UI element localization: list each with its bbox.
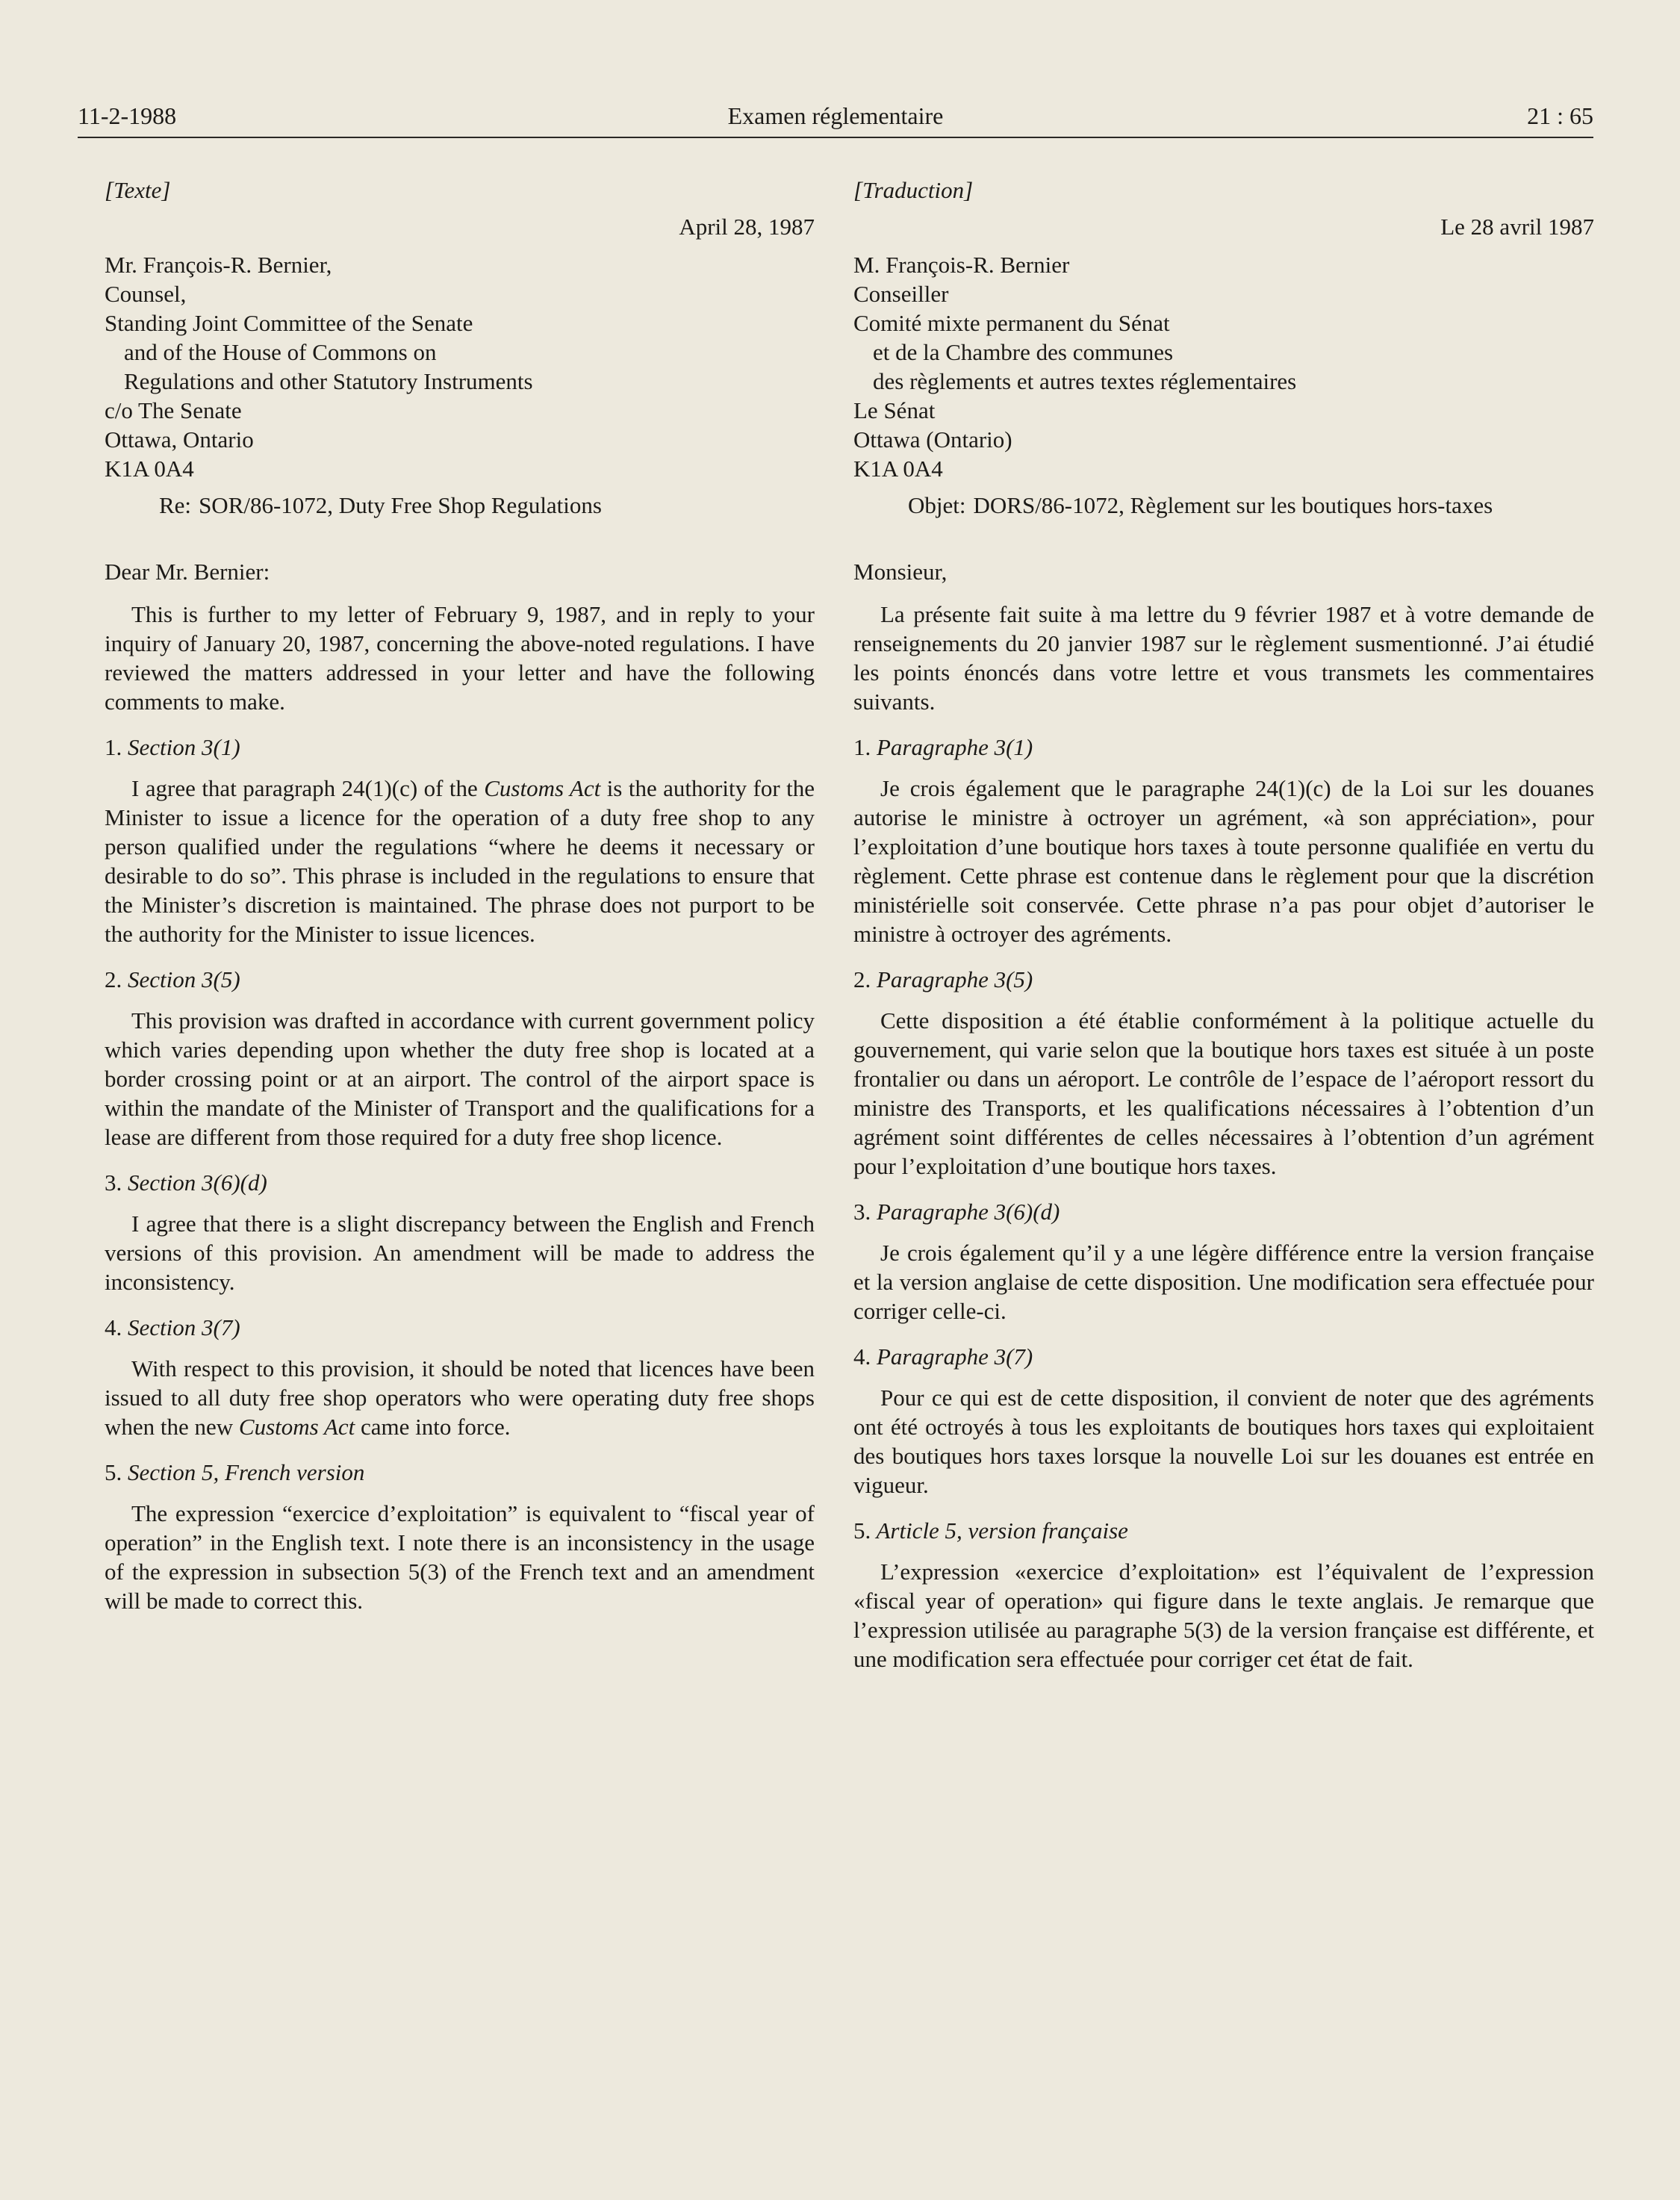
paragraph-text: came into force. (355, 1414, 511, 1440)
letter-date: Le 28 avril 1987 (1440, 214, 1594, 240)
section-number: 3. (105, 1169, 122, 1196)
section-heading (105, 733, 815, 762)
section-number: 3. (853, 1199, 871, 1225)
address-line: Regulations and other Statutory Instruments (124, 368, 533, 394)
subject-row (159, 491, 815, 520)
address-line: K1A 0A4 (105, 456, 194, 482)
french-letter-column (853, 175, 1594, 1690)
subject-row (908, 491, 1594, 520)
section-heading (105, 1458, 815, 1487)
address-line: Counsel, (105, 281, 187, 307)
section-number: 1. (853, 734, 871, 760)
address-line: M. François-R. Bernier (853, 252, 1070, 278)
header-page-number: 21 : 65 (1527, 102, 1593, 129)
paragraph-text: With respect to this provision, it should be noted that licences have been issued to all duty free shop operators who were operating duty free shops when the new (105, 1355, 815, 1440)
section-heading (105, 965, 815, 994)
section-title: Section 5, French version (128, 1459, 365, 1485)
section-heading (853, 1197, 1594, 1226)
paragraph-text: L’expression «exercice d’exploitation» est l’équivalent de l’expression «fiscal year of operation» qui figure dans le texte anglais. Je remarque que l’expression utilisée au paragraphe 5(3) de la version française est différente, et une modification sera effectuée pour corriger cet état de fait. (853, 1559, 1594, 1672)
section-paragraph (853, 1557, 1594, 1674)
section-number: 2. (105, 966, 122, 992)
paragraph-text: is the authority for the Minister to issue a licence for the operation of a duty free shop to any person qualified under the regulations “where he deems it necessary or desirable to do so”. This phrase is included in the regulations to ensure that the Minister’s discretion is maintained. The phrase does not purport to be the authority for the Minister to issue licences. (105, 775, 815, 947)
address-line: Ottawa (Ontario) (853, 426, 1012, 453)
address-line: des règlements et autres textes réglementaires (873, 368, 1297, 394)
section-title: Section 3(1) (128, 734, 240, 760)
section-title: Section 3(5) (128, 966, 240, 992)
subject-text: DORS/86-1072, Règlement sur les boutiques hors-taxes (973, 492, 1493, 518)
subject-text: SOR/86-1072, Duty Free Shop Regulations (199, 492, 602, 518)
address-line: K1A 0A4 (853, 456, 943, 482)
column-tag: [Traduction] (853, 177, 974, 203)
section-title: Section 3(7) (128, 1314, 240, 1340)
act-title: Customs Act (238, 1414, 355, 1440)
intro-paragraph: La présente fait suite à ma lettre du 9 février 1987 et à votre demande de renseignements du 20 janvier 1987 sur le règlement susmentionné. J’ai étudié les points énoncés dans votre lettre et vous transmets les commentaires suivants. (853, 601, 1594, 715)
header-date: 11-2-1988 (78, 102, 177, 129)
section-heading (853, 965, 1594, 994)
address-line: et de la Chambre des communes (873, 339, 1174, 365)
paragraph-text: Pour ce qui est de cette disposition, il convient de noter que des agréments ont été octroyés à tous les exploitants de boutiques hors taxes qui exploitaient des boutiques hors taxes lorsque la nouvelle Loi sur les douanes est entrée en vigueur. (853, 1385, 1594, 1498)
section-heading (853, 1342, 1594, 1371)
address-line: and of the House of Commons on (124, 339, 437, 365)
subject-label: Re: (159, 492, 192, 518)
subject-line (853, 491, 1594, 520)
recipient-address (853, 250, 1594, 483)
address-line: Ottawa, Ontario (105, 426, 254, 453)
act-title: Customs Act (484, 775, 601, 801)
paragraph-text: I agree that paragraph 24(1)(c) of the (131, 775, 485, 801)
section-heading (853, 1516, 1594, 1545)
section-paragraph (105, 774, 815, 948)
section-paragraph (105, 1006, 815, 1152)
page-header (78, 101, 1593, 138)
section-number: 2. (853, 966, 871, 992)
section-title: Paragraphe 3(6)(d) (877, 1199, 1060, 1225)
subject-line (105, 491, 815, 520)
section-number: 5. (853, 1517, 871, 1544)
address-line: Conseiller (853, 281, 949, 307)
section-number: 1. (105, 734, 122, 760)
section-paragraph (853, 1238, 1594, 1326)
section-title: Section 3(6)(d) (128, 1169, 267, 1196)
section-title: Article 5, version française (876, 1517, 1128, 1544)
column-tag: [Texte] (105, 177, 171, 203)
section-number: 4. (105, 1314, 122, 1340)
section-paragraph (853, 1006, 1594, 1181)
address-line: c/o The Senate (105, 397, 242, 423)
section-heading (105, 1313, 815, 1342)
address-line: Standing Joint Committee of the Senate (105, 310, 473, 336)
letter-date: April 28, 1987 (679, 214, 815, 240)
section-paragraph (853, 774, 1594, 948)
recipient-address (105, 250, 815, 483)
section-paragraph (105, 1209, 815, 1296)
section-paragraph (853, 1383, 1594, 1500)
intro-paragraph: This is further to my letter of February 9, 1987, and in reply to your inquiry of January 20, 1987, concerning the above-noted regulations. I have reviewed the matters addressed in your letter and have the following comments to make. (105, 601, 815, 715)
section-paragraph (105, 1499, 815, 1615)
salutation: Monsieur, (853, 559, 948, 585)
header-title: Examen réglementaire (727, 102, 944, 129)
section-number: 5. (105, 1459, 122, 1485)
salutation: Dear Mr. Bernier: (105, 559, 270, 585)
paragraph-text: The expression “exercice d’exploitation” is equivalent to “fiscal year of operation” in the English text. I note there is an inconsistency in the usage of the expression in subsection 5(3) of the French text and an amendment will be made to correct this. (105, 1500, 815, 1614)
paragraph-text: This provision was drafted in accordance with current government policy which varies depending upon whether the duty free shop is located at a border crossing point or at an airport. The control of the airport space is within the mandate of the Minister of Transport and the qualifications for a lease are different from those required for a duty free shop licence. (105, 1007, 815, 1150)
paragraph-text: Je crois également que le paragraphe 24(1)(c) de la Loi sur les douanes autorise le ministre à octroyer un agrément, «à son appréciation», pour l’exploitation d’une boutique hors taxes à toute personne qualifiée en vertu du règlement. Cette phrase est contenue dans le règlement pour que la discrétion ministérielle soit conservée. Cette phrase n’a pas pour objet d’autoriser le ministre à octroyer des agréments. (853, 775, 1594, 947)
address-line: Mr. François-R. Bernier, (105, 252, 332, 278)
paragraph-text: Cette disposition a été établie conformément à la politique actuelle du gouvernement, qui varie selon que la boutique hors taxes est située à un poste frontalier ou dans un aéroport. Le contrôle de l’espace de l’aéroport ressort du ministre des Transports, et les qualifications nécessaires à l’obtention d’un agrément soint différentes de celles nécessaires à l’obtention d’un agrément pour l’exploitation d’une boutique hors taxes. (853, 1007, 1594, 1179)
section-number: 4. (853, 1343, 871, 1370)
section-paragraph (105, 1354, 815, 1441)
paragraph-text: Je crois également qu’il y a une légère différence entre la version française et la version anglaise de cette disposition. Une modification sera effectuée pour corriger celle-ci. (853, 1240, 1594, 1324)
address-line: Le Sénat (853, 397, 936, 423)
section-title: Paragraphe 3(7) (877, 1343, 1033, 1370)
section-heading (853, 733, 1594, 762)
section-title: Paragraphe 3(1) (877, 734, 1033, 760)
paragraph-text: I agree that there is a slight discrepancy between the English and French versions of this provision. An amendment will be made to address the inconsistency. (105, 1211, 815, 1295)
address-line: Comité mixte permanent du Sénat (853, 310, 1170, 336)
section-heading (105, 1168, 815, 1197)
section-title: Paragraphe 3(5) (877, 966, 1033, 992)
subject-label: Objet: (908, 492, 966, 518)
english-letter-column (105, 175, 815, 1632)
